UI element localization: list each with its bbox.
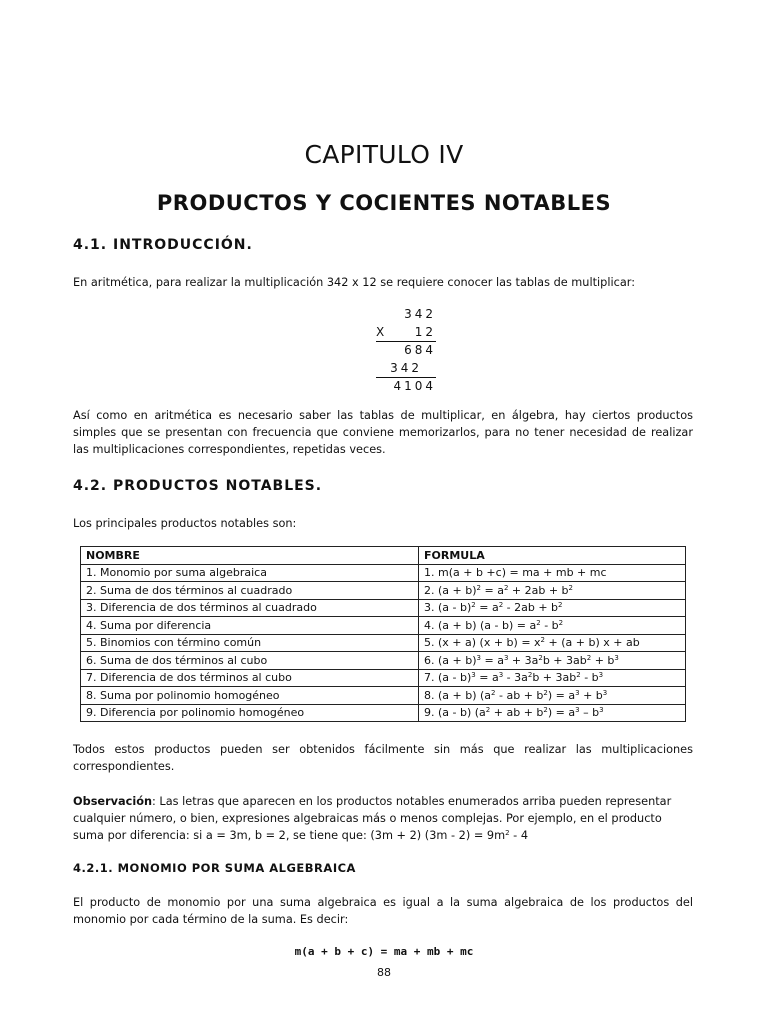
product-formula-cell: 5. (x + a) $(x + b) = x^2 + (a + b) x$ + ab [419, 634, 686, 652]
multiplier-row [376, 324, 436, 343]
product-name-cell: 6. Suma de dos términos al cubo [81, 652, 419, 670]
monomio-paragraph: El producto de monomio por una suma algebraica es igual a la suma algebraica de los productos del monomio por cada término de la suma. Es decir: [73, 896, 693, 926]
product-formula-cell: 1. m(a + b +c) = ma + mb + mc [419, 564, 686, 582]
table-row [81, 652, 686, 670]
table-row [81, 669, 686, 687]
table-row [81, 634, 686, 652]
product-formula-cell: 2. $(a + b)^2 = a^2 + 2ab + b^2$ [419, 582, 686, 600]
product-name-cell: 7. Diferencia de dos términos al cubo [81, 669, 419, 687]
product-formula-cell: 7. $(a - b)^3 = a^3 - 3a^2b + 3ab^2 - b^3$ [419, 669, 686, 687]
product-name-cell: 9. Diferencia por polinomio homogéneo [81, 704, 419, 722]
product-formula-cell: 3. $(a - b)^2 = a^2 - 2ab + b^2$ [419, 599, 686, 617]
multiplicand: 342 [404, 307, 436, 321]
table-row [81, 564, 686, 582]
partial-product-2: 342 [376, 360, 436, 379]
multiplication-example [376, 306, 436, 396]
page-number: 88 [377, 966, 391, 979]
table-row [81, 704, 686, 722]
productos-intro: Los principales productos notables son: [73, 517, 297, 530]
arithmetic-algebra-paragraph: Así como en aritmética es necesario saber las tablas de multiplicar, en álgebra, hay ciertos productos simples que se presentan con frecuencia que conviene memorizarlos, para no tener necesidad de realizar las multiplicaciones correspondientes, repetidas veces. [73, 409, 693, 456]
monomio-formula: m(a + b + c) = ma + mb + mc [294, 945, 474, 958]
product-formula-cell: 4. (a + b) $(a - b) = a^2 - b^2$ [419, 617, 686, 635]
product-formula-cell: 8. (a + b) ($a^2$ - ab + $b^2) = a^3 + b^3$ [419, 687, 686, 705]
multiplication-result: 4104 [393, 379, 436, 393]
intro-paragraph: En aritmética, para realizar la multiplicación 342 x 12 se requiere conocer las tablas de multiplicar: [73, 276, 635, 289]
table-row [81, 582, 686, 600]
product-name-cell: 8. Suma por polinomio homogéneo [81, 687, 419, 705]
partial-product-1: 684 [404, 343, 436, 357]
multiplier: 12 [414, 324, 436, 339]
productos-notables-table [80, 546, 686, 722]
section-heading-productos-notables: 4.2. PRODUCTOS NOTABLES. [73, 478, 323, 494]
table-header-row [81, 547, 686, 565]
table-row [81, 599, 686, 617]
page-title: PRODUCTOS Y COCIENTES NOTABLES [156, 191, 612, 215]
product-formula-cell: 6. $(a + b)^3 = a^3 + 3a^2b + 3ab^2 + b^3$ [419, 652, 686, 670]
product-formula-cell: 9. (a - b) ($a^2$ + ab + $b^2) = a^3 - b^3$ [419, 704, 686, 722]
after-table-paragraph: Todos estos productos pueden ser obtenidos fácilmente sin más que realizar las multiplicaciones correspondientes. [73, 743, 693, 773]
section-heading-introduccion: 4.1. INTRODUCCIÓN. [73, 237, 253, 253]
product-name-cell: 1. Monomio por suma algebraica [81, 564, 419, 582]
column-header-formula: FORMULA [419, 547, 686, 565]
times-operator: X [376, 324, 388, 339]
observation-label: Observación [73, 795, 153, 808]
table-row [81, 617, 686, 635]
table-row [81, 687, 686, 705]
product-name-cell: 2. Suma de dos términos al cuadrado [81, 582, 419, 600]
column-header-nombre: NOMBRE [81, 547, 419, 565]
observation-paragraph [73, 793, 693, 844]
observation-text: : Las letras que aparecen en los productos notables enumerados arriba pueden representar cualquier número, o bien, expresiones algebraicas más o menos complejas. Por ejemplo, en el producto suma por diferencia: si a = 3m, b = 2, se tiene que: (3m + 2) $(3m - 2) = 9m^2 - 4$ [73, 795, 672, 842]
chapter-title: CAPITULO IV [304, 140, 464, 169]
product-name-cell: 3. Diferencia de dos términos al cuadrado [81, 599, 419, 617]
table-body [81, 564, 686, 722]
product-name-cell: 5. Binomios con término común [81, 634, 419, 652]
product-name-cell: 4. Suma por diferencia [81, 617, 419, 635]
subsection-heading-monomio: 4.2.1. MONOMIO POR SUMA ALGEBRAICA [73, 861, 356, 875]
